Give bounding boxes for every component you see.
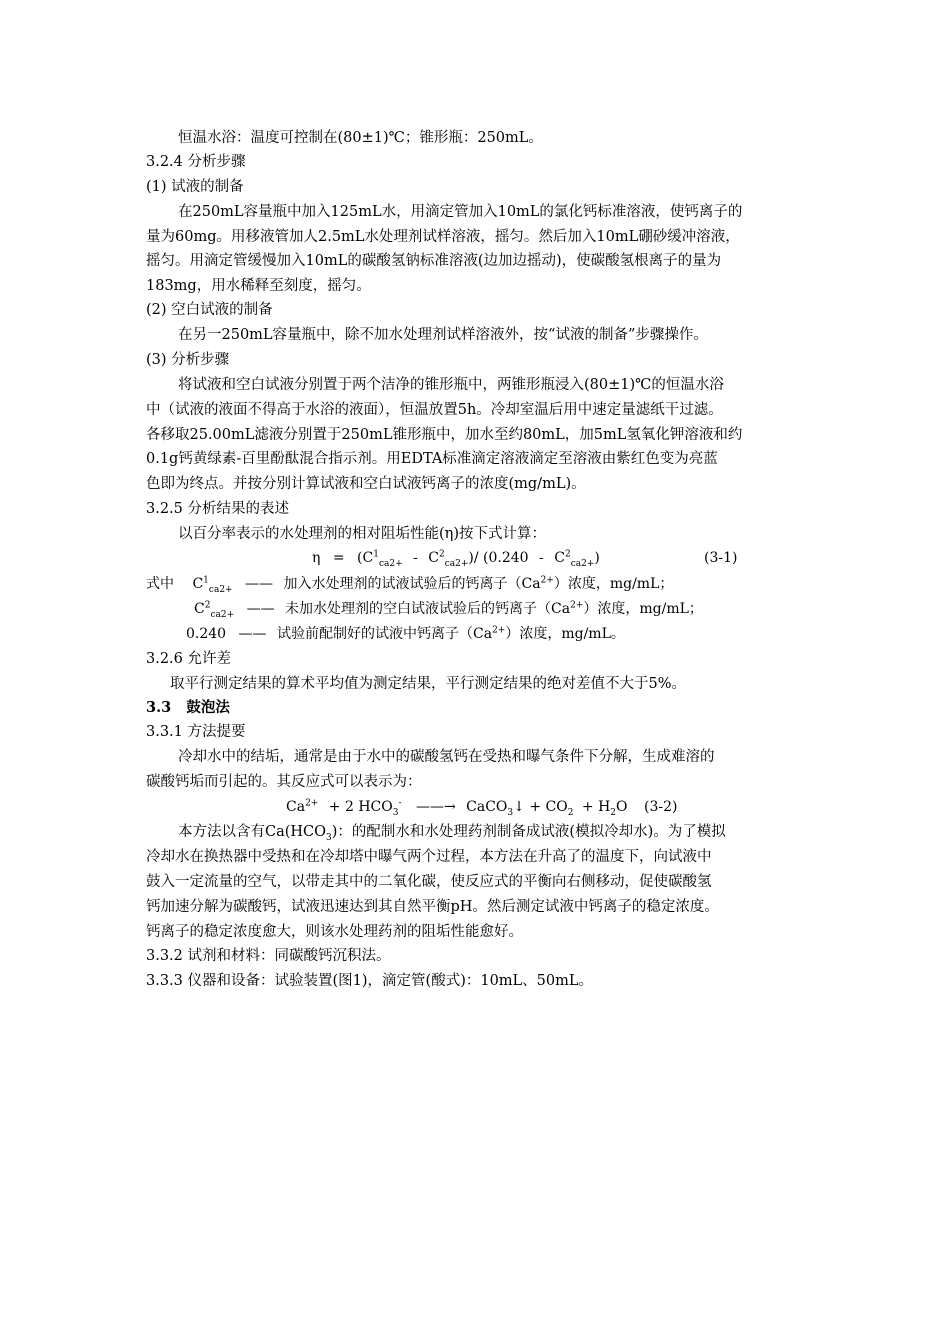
text-line: 各移取25.00mL滤液分别置于250mL锥形瓶中，加水至约80mL，加5mL氢氧化钾溶液和约 — [146, 427, 743, 443]
section-heading: 3.3.2 试剂和材料：同碳酸钙沉积法。 — [146, 948, 391, 964]
equation-number: (3-1) — [704, 550, 738, 566]
text-line: 中（试液的液面不得高于水浴的液面），恒温放置5h。冷却室温后用中速定量滤纸干过滤。 — [146, 402, 723, 418]
definition-line: $C^2_{ca2+}$ —— 未加水处理剂的空白试液试验后的钙离子$(Ca^{2+})$浓度，mg/mL； — [194, 600, 703, 620]
text-line: 将试液和空白试液分别置于两个洁净的锥形瓶中，两锥形瓶浸入(80±1)℃的恒温水浴 — [178, 377, 724, 393]
text-line: 量为60mg。用移液管加人2.5mL水处理剂试样溶液，摇匀。然后加入10mL硼砂缓冲溶液， — [146, 229, 740, 245]
equation-3-1: $\eta = (C^1_{ca2+} - C^2_{ca2+})/$ $(0.240 - C^2_{ca2+})$ — [312, 549, 600, 569]
subsection-heading: (1) 试液的制备 — [146, 179, 244, 195]
section-heading: 3.3.3 仪器和设备：试验装置(图1)，滴定管(酸式)：10mL、50mL。 — [146, 973, 594, 989]
text-line: 色即为终点。并按分别计算试液和空白试液钙离子的浓度(mg/mL)。 — [146, 476, 586, 492]
text-line: 钙加速分解为碳酸钙，试液迅速达到其自然平衡pH。然后测定试液中钙离子的稳定浓度。 — [146, 899, 719, 915]
text-line: 摇匀。用滴定管缓慢加入10mL的碳酸氢钠标准溶液(边加边摇动)，使碳酸氢根离子的量为 — [146, 253, 722, 269]
subsection-heading: (2) 空白试液的制备 — [146, 302, 273, 318]
text-line: 0.1g钙黄绿素-百里酚酞混合指示剂。用EDTA标准滴定溶液滴定至溶液由紫红色变为亮蓝 — [146, 451, 718, 467]
section-heading: 3.2.6 允许差 — [146, 651, 232, 667]
text-line: 在250mL容量瓶中加入125mL水，用滴定管加入10mL的氯化钙标准溶液，使钙离子的 — [178, 204, 743, 220]
text-line: 冷却水在换热器中受热和在冷却塔中曝气两个过程，本方法在升高了的温度下，向试液中 — [146, 849, 712, 865]
section-title: 3.3 鼓泡法 — [146, 699, 230, 716]
section-heading: 3.2.5 分析结果的表述 — [146, 501, 290, 517]
text-line: 取平行测定结果的算术平均值为测定结果，平行测定结果的绝对差值不大于5%。 — [170, 676, 687, 692]
text-line: 钙离子的稳定浓度愈大，则该水处理药剂的阻垢性能愈好。 — [146, 924, 523, 940]
text-line: 碳酸钙垢而引起的。其反应式可以表示为： — [146, 774, 422, 790]
text-line: 在另一250mL容量瓶中，除不加水处理剂试样溶液外，按“试液的制备”步骤操作。 — [178, 327, 708, 343]
equation-3-2: $Ca^{2+} + 2$ $HCO_3^-$ ——→ CaCO$_3$↓ + $CO_2 + H_2O$ — [286, 798, 628, 818]
text-line: 本方法以含有$Ca(HCO_3)$：的配制水和水处理药剂制备成试液(模拟冷却水)。为了模拟 — [178, 824, 726, 843]
equation-number: (3-2) — [644, 799, 678, 815]
text-line: 鼓入一定流量的空气，以带走其中的二氧化碳，使反应式的平衡向右侧移动，促使碳酸氢 — [146, 874, 712, 890]
section-heading: 3.3.1 方法提要 — [146, 724, 246, 740]
definition-line: 0.240 —— 试验前配制好的试液中钙离子$(Ca^{2+})$浓度，mg/mL。 — [186, 625, 625, 642]
definition-line: 式中 $C^1_{ca2+}$ —— 加入水处理剂的试液试验后的钙离子$(Ca^{2+})$浓度，mg/mL； — [146, 575, 674, 595]
text-line: 183mg，用水稀释至刻度，摇匀。 — [146, 278, 371, 294]
subsection-heading: (3) 分析步骤 — [146, 352, 230, 368]
text-line: 恒温水浴：温度可控制在(80±1)℃；锥形瓶：250mL。 — [178, 130, 543, 146]
section-heading: 3.2.4 分析步骤 — [146, 154, 246, 170]
text-line: 以百分率表示的水处理剂的相对阻垢性能(η)按下式计算： — [178, 526, 546, 542]
text-line: 冷却水中的结垢，通常是由于水中的碳酸氢钙在受热和曝气条件下分解，生成难溶的 — [178, 749, 715, 765]
